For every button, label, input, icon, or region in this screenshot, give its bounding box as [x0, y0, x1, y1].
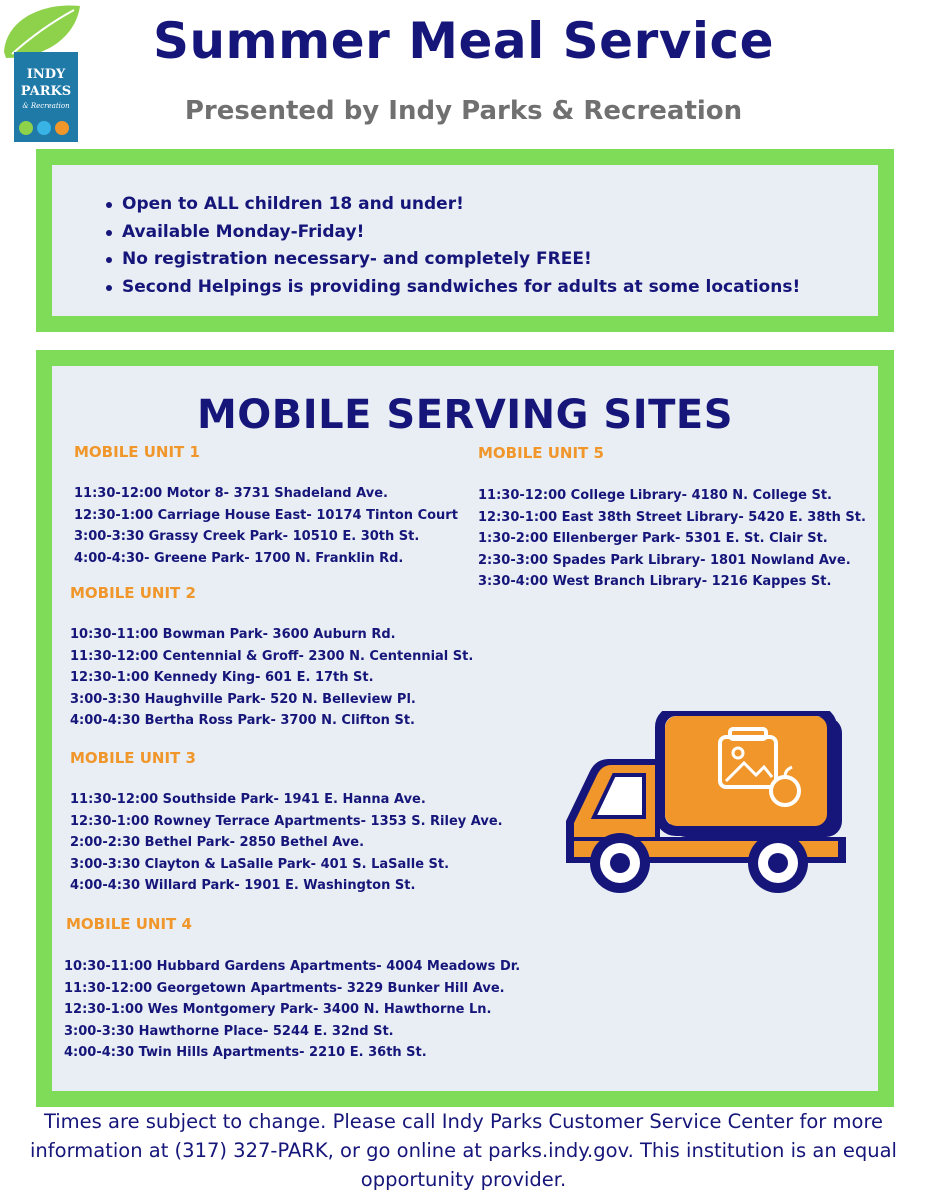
logo-line-1: INDY: [26, 67, 66, 82]
serving-sites-panel: [36, 350, 894, 1107]
stop-item: 3:00-3:30 Hawthorne Place- 5244 E. 32nd St.: [64, 1023, 394, 1039]
unit-stops-3: [70, 789, 503, 897]
stop-item: 4:00-4:30- Greene Park- 1700 N. Franklin Rd.: [74, 550, 404, 566]
footer-line: information at (317) 327-PARK, or go online at parks.indy.gov. This institution is an equal: [30, 1139, 897, 1162]
unit-stops-5: [478, 485, 866, 593]
stop-item: 1:30-2:00 Ellenberger Park- 5301 E. St. Clair St.: [478, 531, 828, 546]
unit-stops-1: [74, 483, 458, 569]
stop-item: 12:30-1:00 Kennedy King- 601 E. 17th St.: [70, 670, 374, 685]
page-title: Summer Meal Service: [152, 12, 775, 70]
stop-item: 12:30-1:00 Carriage House East- 10174 Tinton Court: [74, 507, 458, 523]
info-bullet: Available Monday-Friday!: [106, 219, 800, 247]
stop-item: 11:30-12:00 Centennial & Groff- 2300 N. Centennial St.: [70, 648, 474, 664]
unit-heading-4: MOBILE UNIT 4: [66, 915, 192, 933]
food-truck-icon: [560, 711, 850, 901]
footer-line: opportunity provider.: [360, 1168, 567, 1191]
unit-stops-2: [70, 624, 473, 732]
stop-item: 11:30-12:00 Southside Park- 1941 E. Hanna Ave.: [70, 792, 426, 807]
stop-item: 10:30-11:00 Bowman Park- 3600 Auburn Rd.: [70, 627, 396, 642]
info-bullet: Second Helpings is providing sandwiches for adults at some locations!: [106, 274, 800, 302]
unit-heading-5: MOBILE UNIT 5: [478, 444, 604, 462]
stop-item: 3:00-3:30 Clayton & LaSalle Park- 401 S. LaSalle St.: [70, 856, 450, 872]
page-subtitle: Presented by Indy Parks & Recreation: [184, 96, 743, 126]
footer-line: Times are subject to change. Please call Indy Parks Customer Service Center for more: [43, 1110, 884, 1133]
stop-item: 12:30-1:00 Rowney Terrace Apartments- 1353 S. Riley Ave.: [70, 813, 503, 829]
stop-item: 11:30-12:00 Motor 8- 3731 Shadeland Ave.: [74, 486, 388, 501]
unit-heading-2: MOBILE UNIT 2: [70, 584, 196, 602]
stop-item: 3:30-4:00 West Branch Library- 1216 Kappes St.: [478, 574, 832, 589]
stop-item: 3:00-3:30 Haughville Park- 520 N. Belleview Pl.: [70, 691, 416, 707]
stop-item: 3:00-3:30 Grassy Creek Park- 10510 E. 30th St.: [74, 529, 420, 544]
stop-item: 4:00-4:30 Bertha Ross Park- 3700 N. Clifton St.: [70, 713, 415, 728]
unit-heading-1: MOBILE UNIT 1: [74, 443, 200, 461]
info-panel: [36, 149, 894, 332]
stop-item: 11:30-12:00 Georgetown Apartments- 3229 Bunker Hill Ave.: [64, 980, 505, 996]
info-bullet: Open to ALL children 18 and under!: [106, 191, 800, 219]
footer-note: [0, 1107, 927, 1194]
logo-line-3: & Recreation: [22, 102, 70, 110]
stop-item: 11:30-12:00 College Library- 4180 N. College St.: [478, 488, 832, 503]
stop-item: 2:00-2:30 Bethel Park- 2850 Bethel Ave.: [70, 835, 365, 850]
unit-heading-3: MOBILE UNIT 3: [70, 749, 196, 767]
serving-sites-title: MOBILE SERVING SITES: [196, 392, 734, 438]
unit-stops-4: [64, 956, 520, 1064]
stop-item: 12:30-1:00 East 38th Street Library- 5420 E. 38th St.: [478, 509, 866, 525]
info-bullet-list: [106, 191, 800, 301]
logo-line-2: PARKS: [20, 84, 72, 99]
stop-item: 12:30-1:00 Wes Montgomery Park- 3400 N. Hawthorne Ln.: [64, 1002, 492, 1017]
stop-item: 4:00-4:30 Willard Park- 1901 E. Washington St.: [70, 878, 416, 893]
stop-item: 10:30-11:00 Hubbard Gardens Apartments- 4004 Meadows Dr.: [64, 959, 521, 974]
stop-item: 4:00-4:30 Twin Hills Apartments- 2210 E. 36th St.: [64, 1045, 427, 1060]
stop-item: 2:30-3:00 Spades Park Library- 1801 Nowland Ave.: [478, 552, 851, 568]
info-bullet: No registration necessary- and completely FREE!: [106, 246, 800, 274]
